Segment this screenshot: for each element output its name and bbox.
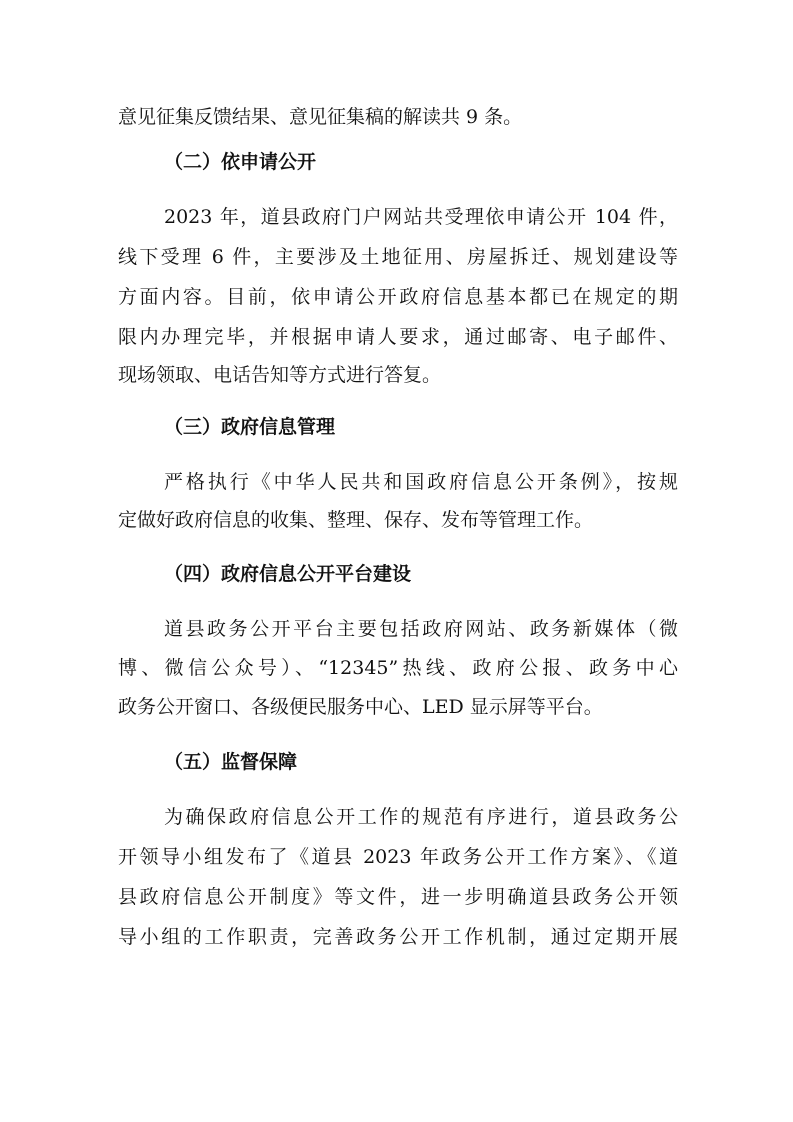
paragraph-line: 意见征集反馈结果、意见征集稿的解读共 9 条。 (118, 106, 523, 128)
paragraph-line: 方面内容。目前，依申请公开政府信息基本都已在规定的期 (118, 286, 678, 308)
paragraph-line: 导小组的工作职责，完善政务公开工作机制，通过定期开展 (118, 926, 678, 948)
paragraph-line: 道县政务公开平台主要包括政府网站、政务新媒体（微 (164, 618, 678, 640)
paragraph-line: 现场领取、电话告知等方式进行答复。 (118, 364, 442, 386)
paragraph-line: 严格执行《中华人民共和国政府信息公开条例》，按规 (164, 471, 678, 493)
paragraph-line: 2023 年，道县政府门户网站共受理依申请公开 104 件， (164, 206, 678, 228)
paragraph-line: 博、微信公众号）、“12345”热线、政府公报、政务中心 (118, 657, 678, 679)
paragraph-line: 为确保政府信息公开工作的规范有序进行，道县政务公 (164, 806, 678, 828)
section-heading-supervision: （五）监督保障 (164, 751, 298, 773)
paragraph-line: 限内办理完毕，并根据申请人要求，通过邮寄、电子邮件、 (118, 326, 678, 348)
paragraph-line: 县政府信息公开制度》等文件，进一步明确道县政务公开领 (118, 886, 678, 908)
paragraph-line: 政务公开窗口、各级便民服务中心、LED 显示屏等平台。 (118, 696, 603, 718)
section-heading-platform-building: （四）政府信息公开平台建设 (164, 563, 412, 585)
paragraph-line: 线下受理 6 件，主要涉及土地征用、房屋拆迁、规划建设等 (118, 246, 678, 268)
section-heading-apply-disclosure: （二）依申请公开 (164, 151, 317, 173)
paragraph-line: 定做好政府信息的收集、整理、保存、发布等管理工作。 (118, 509, 594, 531)
section-heading-info-management: （三）政府信息管理 (164, 416, 336, 438)
paragraph-line: 开领导小组发布了《道县 2023 年政务公开工作方案》、《道 (118, 846, 678, 868)
